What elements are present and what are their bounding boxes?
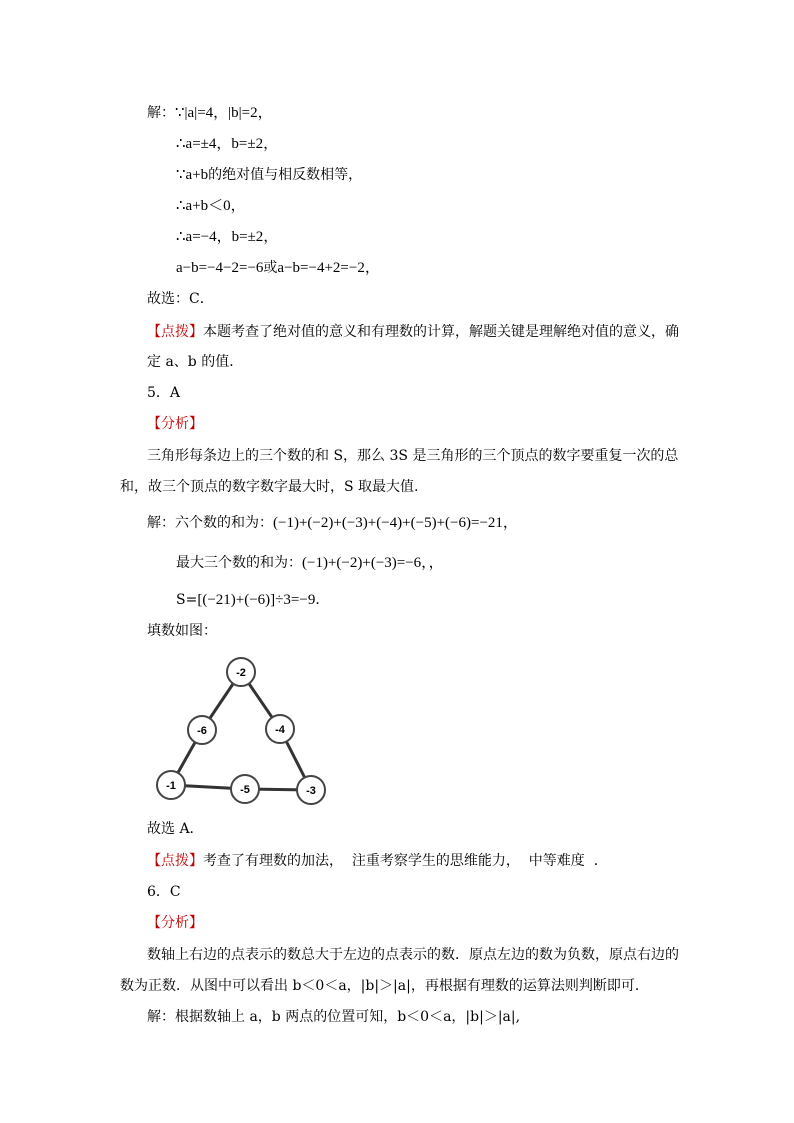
- q6-analysis-line1: 数轴上右边的点表示的数总大于左边的点表示的数．原点左边的数为负数，原点右边的: [147, 947, 679, 963]
- sol4-tip-line1: [147, 322, 679, 342]
- node-bottom-right: [297, 776, 325, 804]
- q5-sol-line1: [147, 513, 518, 533]
- q6-analysis-label: 【分析】: [147, 915, 203, 931]
- q5-analysis-line2: 和，故三个顶点的数字数字最大时，S 取最大值.: [120, 479, 419, 495]
- q6-number: 6．C: [147, 884, 181, 900]
- text-run: ．: [315, 592, 330, 608]
- tip-text: 本题考查了绝对值的意义和有理数的计算，解题关键是理解绝对值的意义，确: [203, 324, 679, 340]
- q5-analysis-line1: 三角形每条边上的三个数的和 S，那么 3S 是三角形的三个顶点的数字要重复一次的总: [147, 448, 679, 464]
- node-bottom-mid: [231, 775, 259, 803]
- sol-prefix: S=: [176, 592, 198, 608]
- math-expr: a−b=−4−2=−6: [176, 260, 264, 276]
- q5-choice: 故选 A．: [147, 821, 204, 837]
- tip-label: 【点拨】: [147, 853, 203, 869]
- node-bottom-left: [157, 771, 185, 799]
- node-label-right-mid: -4: [275, 724, 285, 736]
- node-top: [227, 658, 255, 686]
- math-expr: [(−21)+(−6)]÷3=−9: [197, 592, 316, 608]
- node-label-bottom-left: -1: [166, 780, 176, 792]
- node-right-mid: [266, 715, 294, 743]
- tip-label: 【点拨】: [147, 324, 203, 340]
- q5-number: 5．A: [147, 385, 181, 401]
- sol4-tip-line2: 定 a、b 的值．: [147, 354, 244, 370]
- sol-prefix: 最大三个数的和为：: [176, 555, 302, 571]
- sol4-line2: ∴a=±4，b=±2，: [176, 136, 279, 152]
- q5-sol-line2: [176, 553, 444, 573]
- sol4-line3: [176, 165, 362, 185]
- node-label-top: -2: [236, 667, 246, 679]
- sol4-line5: ∴a=−4，b=±2，: [176, 229, 279, 245]
- sol4-line1: [147, 103, 273, 123]
- sol4-choice: 故选：C．: [147, 291, 214, 307]
- node-left-mid: [188, 716, 216, 744]
- math-expr: (−1)+(−2)+(−3)=−6，，: [302, 555, 444, 571]
- sol-prefix: 解：: [147, 105, 175, 121]
- sol4-line4: ∴a+b＜0，: [176, 198, 246, 214]
- node-label-bottom-mid: -5: [240, 784, 250, 796]
- q5-fill-label: 填数如图：: [147, 623, 217, 639]
- math-expr: (−1)+(−2)+(−3)+(−4)+(−5)+(−6)=−21，: [273, 515, 518, 531]
- q6-sol: 解：根据数轴上 a，b 两点的位置可知，b＜0＜a，|b|＞|a|,: [147, 1009, 521, 1025]
- q5-sol-line3: [176, 590, 329, 610]
- math-expr: a−b=−4+2=−2，: [277, 260, 380, 276]
- math-expr: ∵|a|=4，|b|=2，: [175, 105, 273, 121]
- math-expr: ∵a+b: [176, 167, 209, 183]
- text-run: 或: [263, 260, 278, 276]
- q6-analysis-line2: 数为正数．从图中可以看出 b＜0＜a，|b|＞|a|，再根据有理数的运算法则判断即可．: [120, 978, 649, 994]
- sol-prefix: 解：六个数的和为：: [147, 515, 273, 531]
- node-label-bottom-right: -3: [306, 785, 316, 797]
- node-label-left-mid: -6: [197, 725, 207, 737]
- text-run: 的绝对值与相反数相等，: [208, 167, 363, 183]
- q5-tip: [147, 851, 608, 871]
- q5-analysis-label: 【分析】: [147, 416, 203, 432]
- sol4-line6: [176, 258, 380, 278]
- tip-text: 考查了有理数的加法， 注重考察学生的思维能力， 中等难度 ．: [203, 853, 608, 869]
- triangle-figure: [150, 650, 330, 810]
